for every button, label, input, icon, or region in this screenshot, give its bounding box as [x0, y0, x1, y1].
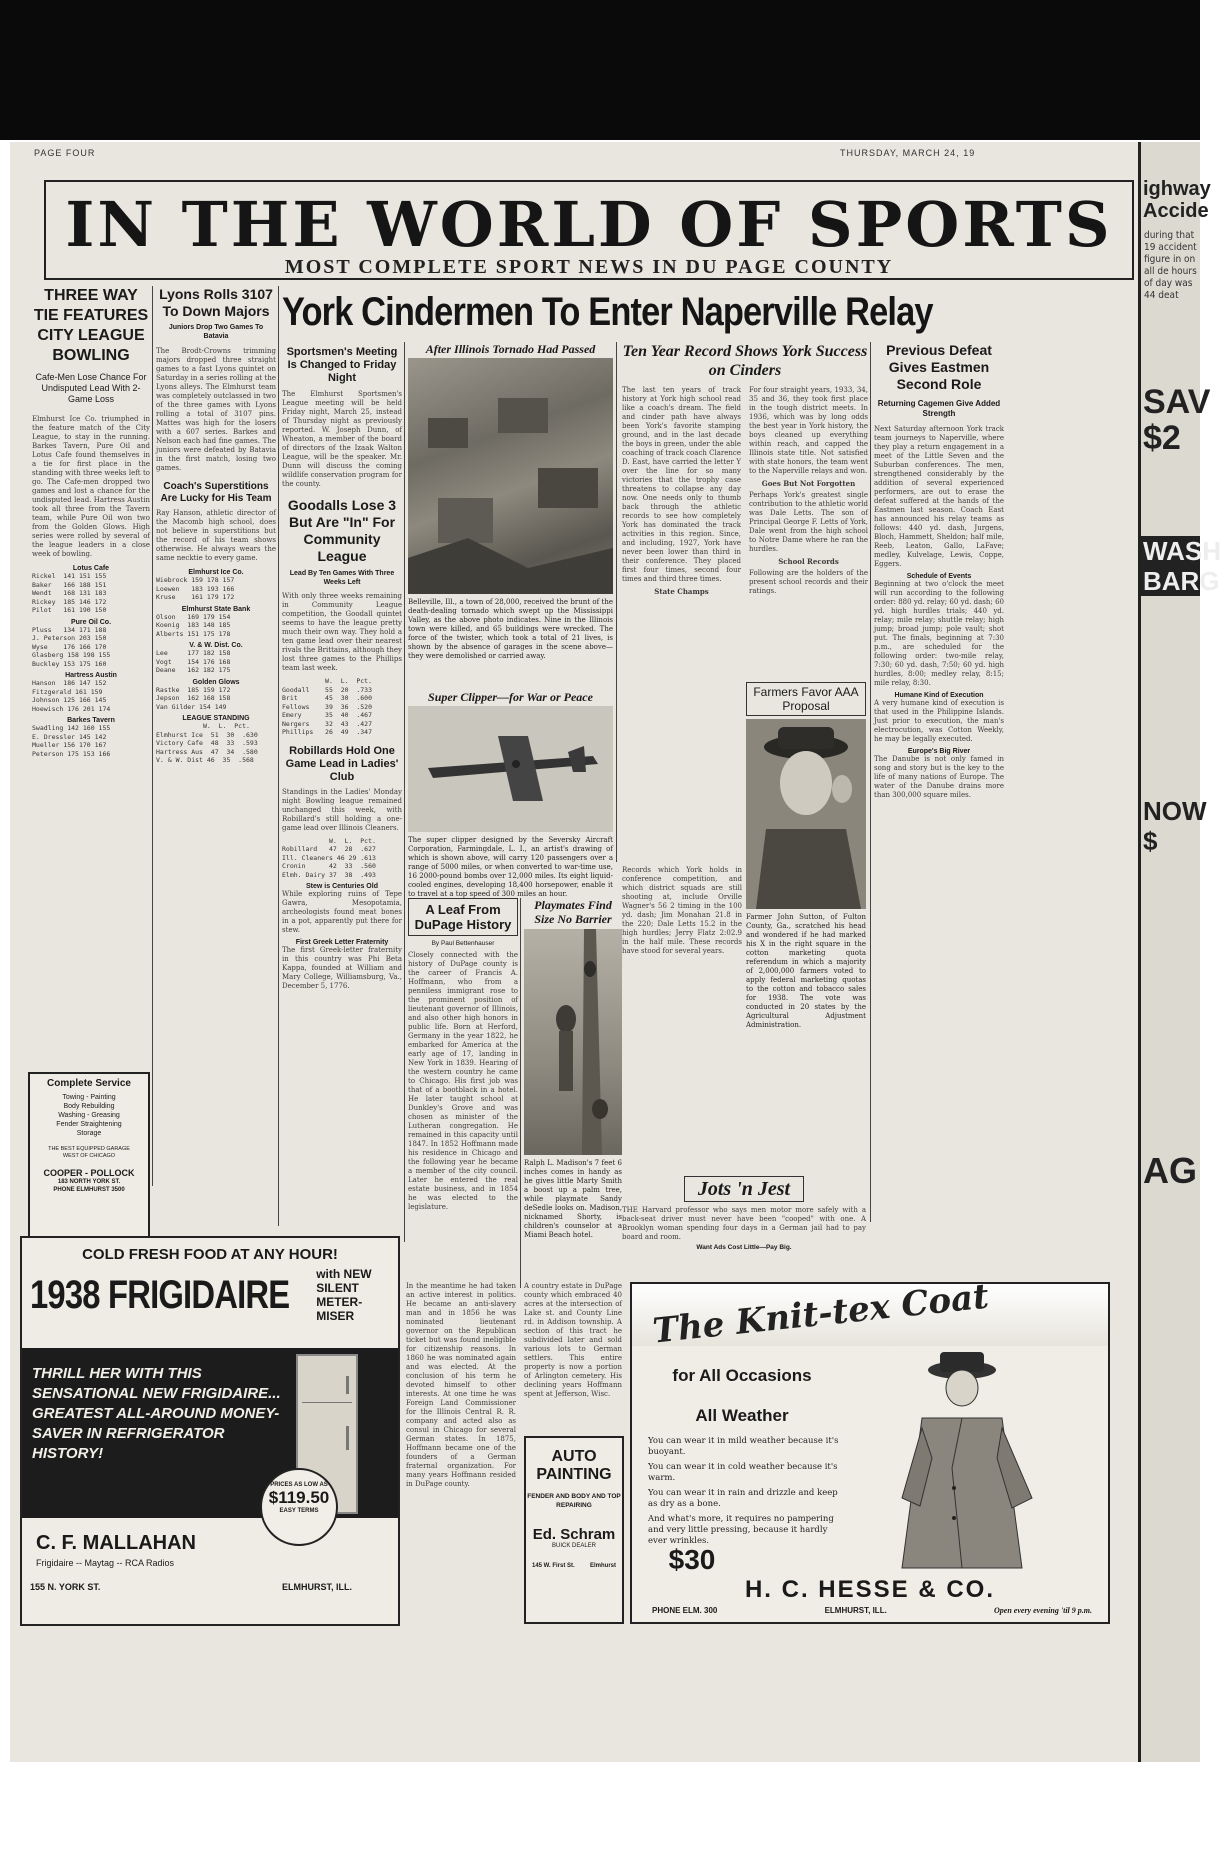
ad-knittex-title: The Knit-tex Coat — [650, 1276, 991, 1352]
scan-border-top — [0, 0, 1200, 140]
neighbor-ad-ag: AG — [1143, 1150, 1197, 1191]
article-body: With only three weeks remaining in Community League competition, the Goodall quintet seems to have the league pretty much their own way. They hold a ten game lead over their nearest rivals the Brittains, although they lost three games to the Phillips team last week. — [282, 592, 402, 672]
photo-caption-farmers: Farmer John Sutton, of Fulton County, Ga., scratched his head and wondered if he had marked his X in the right square in the cotton marketing quota referendum in which a majority of 2,000,000 farmers voted to apply federal marketing quotas to the cotton and tobacco sales for 1938. The vote was conducted in 20 states by the Agricultural Adjustment Administration. — [746, 913, 866, 1029]
team-hartress-austin: Hartress Austin — [65, 672, 117, 679]
standing-table: W. L. Pct. Robillard 47 28 .627 Ill. Cleaners 46 29 .613 Cronin 42 33 .560 Elmh. Dairy 37 38 .493 — [282, 836, 376, 879]
headline-playmates: Playmates Find Size No Barrier — [534, 898, 612, 926]
ad-knittex-weather: All Weather — [695, 1406, 789, 1425]
standing-table: W. L. Pct. Elmhurst Ice 51 30 .630 Victory Cafe 48 33 .593 Hartress Aus 47 34 .580 V. & W. Dist 46 35 .568 — [156, 722, 258, 764]
headline-lyons: Lyons Rolls 3107 To Down Majors — [159, 286, 273, 319]
ad-service-line: Fender Straightening — [56, 1121, 122, 1128]
ad-service-line: Towing - Painting — [62, 1094, 116, 1101]
ad-service-name: COOPER - POLLOCK — [43, 1168, 135, 1178]
headline-robillards: Robillards Hold One Game Lead in Ladies' Club — [285, 744, 399, 783]
playmates-photo — [524, 929, 622, 1155]
league-standing-title: LEAGUE STANDING — [182, 715, 250, 722]
headline-dupage-history: A Leaf From DuPage History — [408, 898, 518, 936]
article-body: Beginning at two o'clock the meet will run according to the following order: 880 yd. relay; 60 yd. dash; 60 yd. high hurdles trials; 440 yd. relay; mile relay; shuttle relay; high jump; broad jump; pole vault; shot put. The finals, beginning at 7:30 p.m., are scheduled for the following order: two-mile relay, 7:30; 60 yd. dash, 7:50; 60 yd. high hurdles, 8:00; medley relay, 8:15; mile relay, 8:30. — [874, 580, 1004, 687]
neighbor-ad-sav: SAV $2 — [1143, 383, 1211, 457]
neighbor-ad-now: NOW $ — [1143, 796, 1207, 856]
column-previous-defeat — [874, 342, 1004, 1262]
article-body: Next Saturday afternoon York track team journeys to Naperville, where they play a return engagement in a meet of the Little Seven and the Suburban conferences. The men, strengthened considerably by the addition of several experienced performers, are out to erase the defeat suffered at the hands of the Eastmen last season. Coach East has announced his relay teams as follows: 440 yd. dash, Jurgens, Bloch, Hammett, Sheldon; half mile, Reeb, Leaton, Gallo, LaFave; medley, Kulvelage, Lewis, Coppe, Eggers. — [874, 425, 1004, 568]
team-pure-oil: Pure Oil Co. — [70, 618, 112, 626]
column-bowling — [32, 286, 150, 926]
clipper-photo — [408, 706, 613, 832]
column-history-continued — [406, 1282, 516, 1622]
ad-frigidaire-address: 155 N. YORK ST. — [30, 1582, 101, 1592]
team-state-bank: Elmhurst State Bank — [181, 605, 251, 613]
ad-frigidaire-city: ELMHURST, ILL. — [282, 1582, 352, 1592]
price-badge — [260, 1468, 338, 1546]
photo-title-tornado: After Illinois Tornado Had Passed — [425, 342, 596, 356]
headline-jots-jest: Jots 'n Jest — [684, 1176, 804, 1202]
team-barkes-tavern: Barkes Tavern — [67, 717, 115, 724]
ad-service-line: Storage — [76, 1130, 102, 1137]
headline-previous-defeat: Previous Defeat Gives Eastmen Second Role — [886, 342, 992, 392]
subhead-stew: Stew is Centuries Old — [306, 883, 378, 890]
ad-frigidaire-slogan: THRILL HER WITH THIS SENSATIONAL NEW FRIGIDAIRE... GREATEST ALL-AROUND MONEY-SAVER IN REFRIGERATOR HISTORY! — [32, 1365, 281, 1462]
subhead-schedule: Schedule of Events — [906, 573, 972, 580]
headline-sportsmen-meeting: Sportsmen's Meeting Is Changed to Friday Night — [286, 346, 398, 384]
price-badge-terms: EASY TERMS — [279, 1508, 319, 1514]
article-body: Closely connected with the history of DuPage county is the career of Francis A. Hoffmann, who from a penniless immigrant rose to the prominent position of lieutenant governor of Illinois, and also other high honors in public life. Born at Herford, Germany in the year 1822, he embarked for America at the early age of 17, landing in New York in 1839. Hearing of the western country he came to Chicago. His first job was that of a bootblack in a hotel. He later taught school at Dunkley's Grove and was chosen as minister of the Lutheran congregation. He remained in this capacity until 1847. In 1852 Hoffmann made his residence in Chicago and the following year he became a member of the city council. Later he entered the real estate business, and in 1854 he was elected to the legislature. — [408, 951, 518, 1211]
deck-lead-by-ten: Lead By Ten Games With Three Weeks Left — [289, 570, 395, 586]
ad-frigidaire-dealer: C. F. MALLAHAN — [36, 1532, 196, 1554]
ad-frigidaire — [20, 1236, 400, 1626]
headline-goodalls: Goodalls Lose 3 But Are "In" For Community League — [287, 497, 397, 564]
ad-painting-dealer: Ed. Schram — [532, 1526, 616, 1543]
ad-service-phone: PHONE ELMHURST 3500 — [53, 1187, 125, 1193]
ad-cooper-pollock — [28, 1072, 150, 1244]
subhead-europe-river: Europe's Big River — [907, 748, 971, 755]
ad-service-title: Complete Service — [47, 1078, 131, 1089]
score-table: Olson 169 179 154 Koenig 183 148 185 Alberts 151 175 178 — [156, 612, 231, 638]
article-body: While exploring ruins of Tepe Gawra, Mesopotamia, archeologists found meat bones in a pot, apparently put there for stew. — [282, 890, 402, 934]
column-rule — [520, 898, 521, 1288]
deck-cafe-men: Cafe-Men Lose Chance For Undisputed Lead With 2-Game Loss — [35, 372, 147, 404]
subhead-state-champs: State Champs — [654, 587, 709, 596]
byline: By Paul Bettenhauser — [431, 940, 495, 947]
ad-knittex-phone: PHONE ELM. 300 — [652, 1606, 718, 1615]
ad-service-tagline: THE BEST EQUIPPED GARAGE WEST OF CHICAGO — [48, 1146, 130, 1159]
article-body: A country estate in DuPage county which embraced 40 acres at the intersection of Lake st. and County Line rd. in Addison township. A section of this tract he subdivided later and sold various lots to German settlers. This entire property is now a portion of Arlington cemetery. His declining years Hoffmann spent at Jefferson, Wisc. — [524, 1282, 622, 1398]
team-lotus-cafe: Lotus Cafe — [72, 565, 110, 572]
scan-border-bottom — [0, 1762, 1200, 1855]
ad-frigidaire-top: COLD FRESH FOOD AT ANY HOUR! — [82, 1246, 338, 1263]
banner-headline: York Cindermen To Enter Naperville Relay — [282, 290, 933, 334]
ad-knittex-coat — [630, 1276, 1110, 1624]
column-playmates — [524, 898, 622, 1288]
headline-coach-superstitions: Coach's Superstitions Are Lucky for His Team — [160, 481, 272, 504]
tornado-photo — [408, 358, 613, 594]
column-history — [408, 898, 518, 1278]
article-body: Elmhurst Ice Co. triumphed in the feature match of the City League, to stay in the running. Barkes Tavern, Pure Oil and Lotus Cafe found themselves in a tie for first place in the standing with three weeks left to go. The Cafe-men dropped two games and lost a chance for the undisputed lead. Hartress Austin took all three from the Tavern team, while Pure Oil won two from the Golden Glows. High series were rolled by several of the league leaders in a close week of bowling. — [32, 415, 150, 558]
column-rule — [278, 286, 279, 1226]
ad-knittex-sub: for All Occasions — [672, 1366, 812, 1385]
ad-painting-address: 145 W. First St. — [532, 1563, 575, 1569]
ad-auto-painting — [524, 1436, 624, 1624]
score-table: Lee 177 182 158 Vogt 154 176 168 Deane 162 182 175 — [156, 649, 231, 674]
column-playmates-continued — [524, 1282, 622, 1432]
team-elmhurst-ice: Elmhurst Ice Co. — [188, 569, 244, 576]
ad-knittex-price: $30 — [668, 1544, 716, 1575]
article-body: THE Harvard professor who says men motor more safely with a back-seat driver must never have been "cooped" with one. A Brooklyn woman spending four days in a German jail had to pay board and room. — [622, 1206, 866, 1241]
deck-juniors: Juniors Drop Two Games To Batavia — [168, 324, 264, 340]
team-golden-glows: Golden Glows — [192, 678, 240, 686]
column-lyons — [156, 286, 276, 1326]
standing-table: W. L. Pct. Goodall 55 20 .733 Brit 45 30 .600 Fellows 39 36 .520 Emery 35 40 .467 Nergers 32 43 .427 Phillips 26 49 .347 — [282, 677, 373, 736]
adjacent-page-strip — [1138, 142, 1221, 1762]
folio-left: PAGE FOUR — [34, 148, 96, 158]
ad-knittex-city: ELMHURST, ILL. — [824, 1606, 887, 1615]
deck-returning-cagemen: Returning Cagemen Give Added Strength — [877, 399, 1001, 418]
ad-painting-city: Elmhurst — [589, 1563, 616, 1569]
article-body: The first Greek-letter fraternity in this country was Phi Beta Kappa, founded at William and Mary College, Williamsburg, Va., December 5, 1776. — [282, 946, 402, 990]
score-table: Rastke 185 159 172 Jepson 162 168 158 Van Gilder 154 149 — [156, 685, 231, 711]
photo-caption-tornado: Belleville, Ill., a town of 28,000, received the brunt of the death-dealing tornado which swept up the Mississippi Valley, as the above photo indicates. Nine in the Illinois town were killed, and 65 buildings were wrecked. The force of the twister, which took a total of 21 lives, is shown by the absence of garages in the scene above—they were demolished or carried away. — [408, 598, 613, 660]
coat-illustration — [862, 1348, 1062, 1574]
column-rule — [870, 342, 871, 1222]
article-body: Records which York holds in conference competition, and which district squads are still shooting at, include Orville Wagner's 56 2 timing in the 100 yd. dash; Jim Monahan 21.8 in the 220; Dale Letts 15.2 in the high hurdles; Jerry Flatz 2:02.9 in the half mile. These records have stood for several years. — [622, 866, 742, 955]
ad-frigidaire-meter-miser: with NEW SILENT METER-MISER — [316, 1267, 372, 1323]
score-table: Rickel 141 151 155 Baker 166 188 151 Wendt 168 131 183 Rickey 185 146 172 Pilot 161 190 150 — [32, 572, 107, 614]
subhead-humane-execution: Humane Kind of Execution — [894, 692, 984, 699]
column-rule — [404, 342, 405, 1242]
ad-knittex-line: And what's more, it requires no pampering and very little pressing, because it hardly ever wrinkles. — [648, 1514, 834, 1546]
score-table: Hanson 186 147 152 Fitzgerald 161 159 Johnson 125 166 145 Hoewisch 176 201 174 — [32, 679, 111, 713]
masthead-title: IN THE WORLD OF SPORTS — [65, 188, 1113, 261]
ad-knittex-store: H. C. HESSE & CO. — [744, 1576, 996, 1603]
newspaper-page — [10, 142, 1150, 1762]
masthead-subtitle: MOST COMPLETE SPORT NEWS IN DU PAGE COUNTY — [284, 256, 894, 278]
ad-service-address: 183 NORTH YORK ST. — [57, 1179, 121, 1185]
headline-three-way-tie: THREE WAY TIE FEATURES CITY LEAGUE BOWLING — [33, 287, 149, 364]
score-table: Pluss 134 171 188 J. Peterson 203 150 Wyse 176 166 170 Glasberg 158 198 155 Buckley 153 175 160 — [32, 625, 111, 668]
farmer-photo — [746, 719, 866, 909]
photo-tornado-block — [408, 342, 613, 687]
score-table: Wiebrock 159 178 157 Loewen 183 193 166 Kruse 161 179 172 — [156, 576, 235, 601]
headline-ten-year-record: Ten Year Record Shows York Success on Cinders — [622, 343, 868, 379]
article-body: A very humane kind of execution is that used in the Philippine Islands. Just prior to execution, the man's electrocution, was Cotton Weekly, he may be legally executed. — [874, 699, 1004, 743]
folio-date: THURSDAY, MARCH 24, 19 — [840, 148, 976, 158]
article-body: The Danube is not only famed in song and story but is the key to the life of many nations of Europe. The water of the Danube drains more than 300,000 square miles. — [874, 755, 1004, 799]
article-body: In the meantime he had taken an active interest in politics. He became an anti-slavery man and in 1856 he was nominated lieutenant governor on the Republican ticket but was found ineligible for citizenship reasons. In 1860 he was nominated again and was elected. At the conclusion of his term he devoted himself to other interests. At one time he was Foreign Land Commissioner for the Illinois Central R. R. company and acted also as consul in Chicago for several German states. In 1875, Hoffmann became one of the founders of a German fraternal organization. For many years Hoffmann resided in DuPage county. — [406, 1282, 516, 1488]
photo-clipper-block — [408, 690, 613, 898]
masthead — [44, 180, 1134, 280]
subhead-school-records: School Records — [778, 557, 839, 566]
photo-caption-clipper: The super clipper designed by the Seversky Aircraft Corporation, Farmingdale, L. I., an artist's drawing of which is shown above, will carry 120 passengers over a range of 5000 miles, or when converted to war-time use, 16 2000-pound bombs over 12,000 miles. Its eight liquid-cooled engines, developing 18,400 horsepower, enable it to travel at a top speed of 300 miles an hour. — [408, 836, 613, 898]
column-sportsmen — [282, 346, 402, 1236]
column-rule — [616, 342, 617, 862]
headline-farmers-favor: Farmers Favor AAA Proposal — [746, 682, 866, 716]
ad-knittex-hours: Open every evening 'til 9 p.m. — [994, 1606, 1092, 1615]
ad-frigidaire-panel — [22, 1348, 398, 1518]
neighbor-text: during that 19 accident figure in on all de hours of day was 44 deat — [1144, 230, 1197, 301]
ad-painting-sub: FENDER AND BODY AND TOP REPAIRING — [527, 1493, 621, 1509]
neighbor-headline: ighway Accide — [1143, 178, 1211, 222]
ad-service-line: Body Rebuilding — [63, 1103, 115, 1110]
ad-frigidaire-brands: Frigidaire -- Maytag -- RCA Radios — [36, 1558, 175, 1568]
article-body: The last ten years of track history at York high school read like a coach's dream. The field and cinder path have always been York's favorite stamping ground, and in the last decade the boys in green, under the able coaching of track coach Clarence D. East, have carried the letter Y over the line for so many victories that the trophy case threatens to collapse any day now. One needs only to thumb back through the athletic records to see how completely York has dominated the track activities in this region. Since, and including, 1927, York have never been lower than third in their conference. They placed first four times, second four times and third three times. State Champs For four straight years, 1933, 34, 35 and 36, they took first place in the tough district meets. In 1936, which was by long odds the best year in York history, the boys cleaned up everything within reach, and capped the Illinois state title. Not satisfied with state honors, the team went to the Naperville relays and won. Goes But Not Forgotten Perhaps York's greatest single contribution to the athletic world was Dale Letts. The son of Principal George F. Letts of York, Dale went from the high school to Notre Dame where he ran the hurdles. School Records Following are the holders of the present school records and their ratings. — [622, 386, 868, 596]
subhead-gone-not-forgotten: Goes But Not Forgotten — [761, 479, 856, 488]
column-jots — [622, 1176, 866, 1276]
ad-painting-dealer-sub: BUICK DEALER — [551, 1543, 596, 1549]
subhead-greek-fraternity: First Greek Letter Fraternity — [295, 939, 389, 946]
column-rule — [152, 286, 153, 1186]
ad-knittex-line: You can wear it in rain and drizzle and keep as dry as a bone. — [648, 1488, 838, 1509]
ad-frigidaire-headline: 1938 FRIGIDAIRE — [30, 1273, 290, 1317]
column-record-continued — [622, 866, 742, 1056]
ad-painting-title: AUTO PAINTING — [536, 1448, 612, 1483]
photo-caption-playmates: Ralph L. Madison's 7 feet 6 inches comes in handy as he gives little Marty Smith a boost up a palm tree, while playmate Sandy deSedle looks on. Madison, nicknamed Shorty, is children's counselor at a Miami Beach hotel. — [524, 1159, 622, 1239]
ad-knittex-line: You can wear it in cold weather because it's warm. — [648, 1462, 838, 1483]
jots-footer: Want Ads Cost Little—Pay Big. — [696, 1244, 792, 1251]
score-table: Swadling 142 160 155 E. Dressler 145 142 Mueller 156 170 167 Peterson 175 153 166 — [32, 724, 111, 758]
article-body: The Elmhurst Sportsmen's League meeting will be held Friday night, March 25, instead of Thursday night as previously reported. W. Joseph Dunn, of Wheaton, a member of the board of directors of the Izaak Walton League, will be the speaker. Mr. Dunn will discuss the coming wildlife conservation program for the county. — [282, 390, 402, 488]
ad-service-line: Washing - Greasing — [58, 1112, 120, 1119]
neighbor-ad-wash: WASH BARG — [1143, 536, 1221, 596]
photo-title-clipper: Super Clipper—for War or Peace — [428, 690, 593, 704]
article-body: Standings in the Ladies' Monday night Bowling league remained unchanged this week, with Robillard's still holding a one-game lead over Illinois Cleaners. — [282, 787, 402, 832]
team-vw-dist: V. & W. Dist. Co. — [189, 642, 243, 649]
price-badge-label: PRICES AS LOW AS — [270, 1482, 328, 1488]
ad-knittex-line: You can wear it in mild weather because it's buoyant. — [648, 1436, 839, 1457]
article-body: Ray Hanson, athletic director of the Macomb high school, does not believe in superstitions but the record of his team shows otherwise. He always wears the same necktie to every game. — [156, 509, 276, 562]
price-badge-price: $119.50 — [268, 1488, 330, 1507]
article-body: The Brodt-Crowns trimming majors dropped three straight games to a fast Lyons quintet on Saturday in a series rolling at the Lyons alleys. The Elmhurst team was completely outclassed in two of the three games with Lyons rolling a total of 3107 pins. Mattes was high for the losers with a 607 series. Barkes and Nelson each had fine games. The juniors were defeated by Batavia in the first match, losing two games. — [156, 347, 276, 472]
photo-farmers-block — [746, 682, 866, 1062]
